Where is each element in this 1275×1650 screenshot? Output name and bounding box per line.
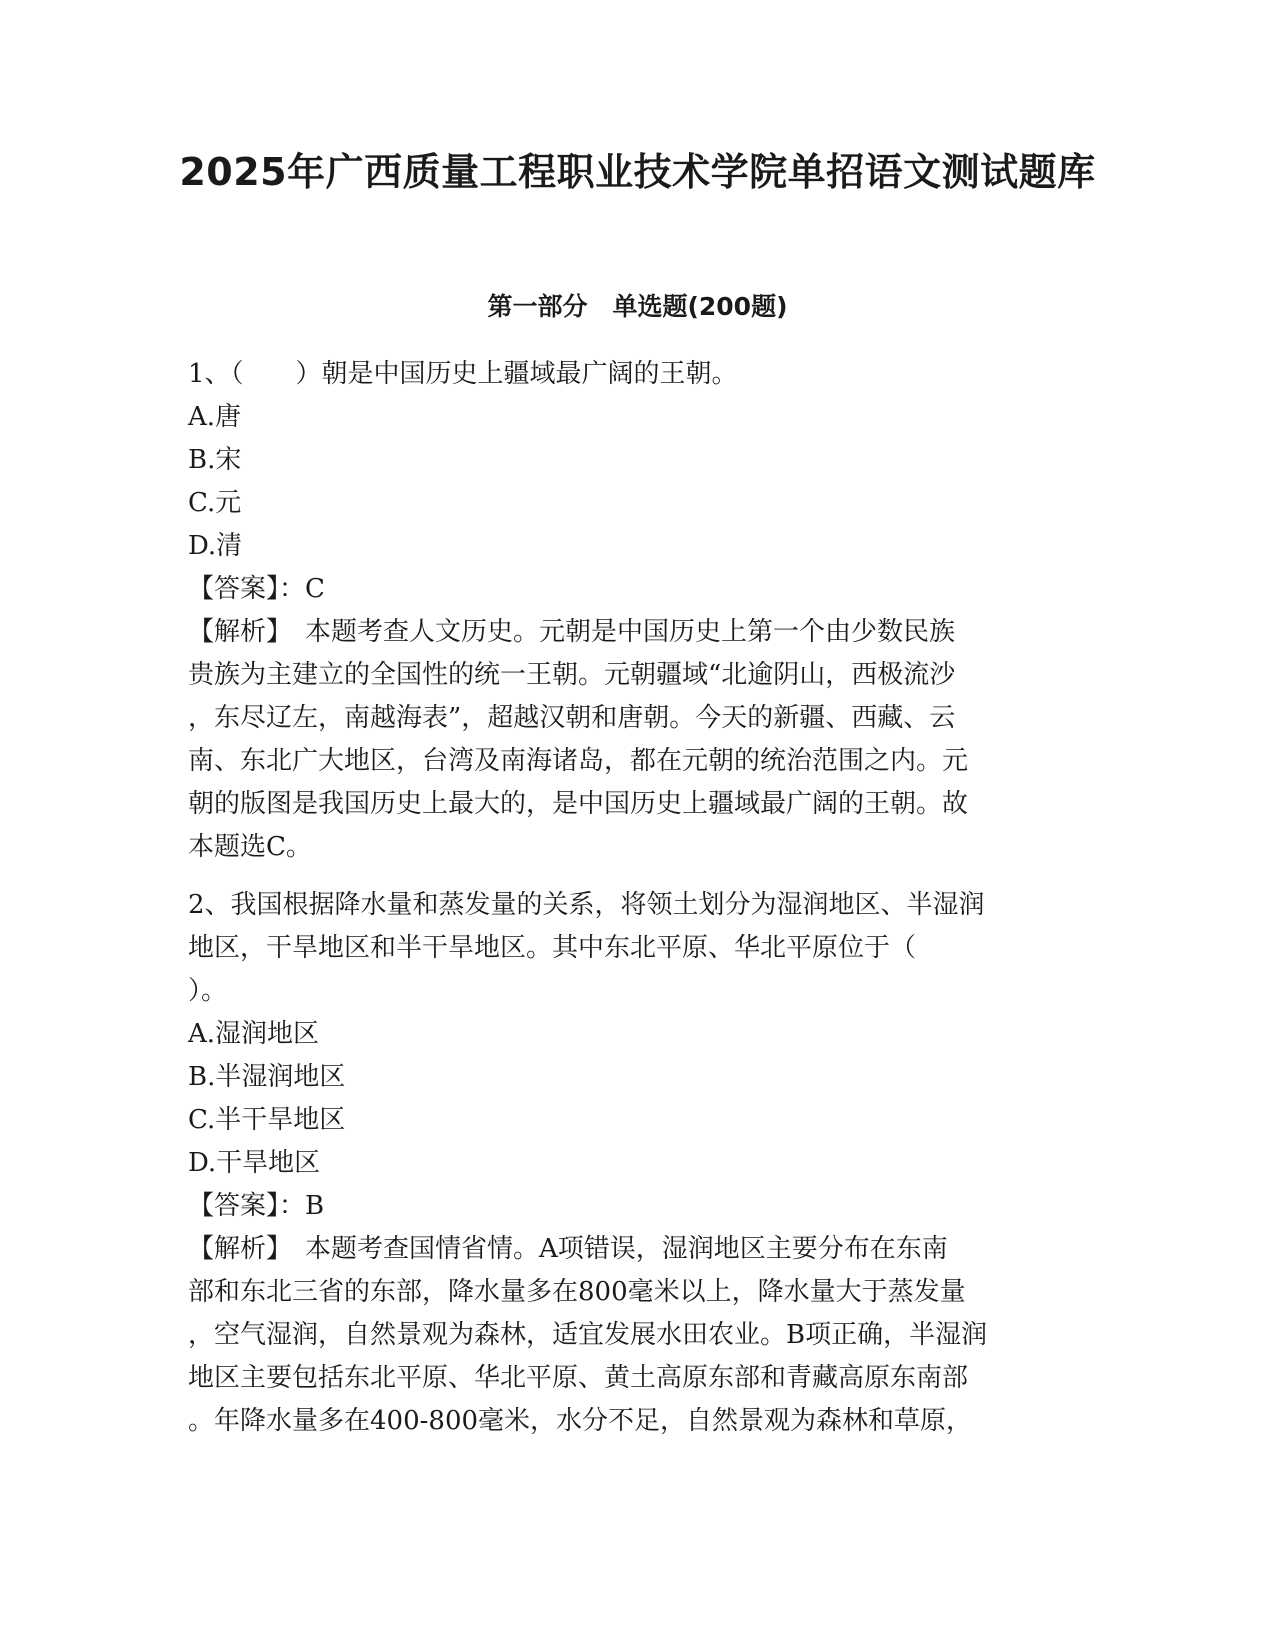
analysis-line: 贵族为主建立的全国性的统一王朝。元朝疆域“北逾阴山，西极流沙 bbox=[188, 660, 956, 690]
analysis-line: ，东尽辽左，南越海表”，超越汉朝和唐朝。今天的新疆、西藏、云 bbox=[188, 703, 956, 733]
option-b: B.宋 bbox=[188, 445, 242, 475]
option-b: B.半湿润地区 bbox=[188, 1062, 346, 1092]
question-stem: 1、（ ）朝是中国历史上疆域最广阔的王朝。 bbox=[188, 359, 738, 389]
analysis-line: ，空气湿润，自然景观为森林，适宜发展水田农业。B项正确，半湿润 bbox=[188, 1320, 988, 1350]
option-a: A.唐 bbox=[188, 402, 242, 432]
option-c: C.元 bbox=[188, 488, 242, 518]
option-c: C.半干旱地区 bbox=[188, 1105, 346, 1135]
option-a: A.湿润地区 bbox=[188, 1019, 320, 1049]
analysis-line: 部和东北三省的东部，降水量多在800毫米以上，降水量大于蒸发量 bbox=[188, 1277, 966, 1307]
analysis-line: 。年降水量多在400-800毫米，水分不足，自然景观为森林和草原， bbox=[188, 1406, 973, 1436]
document-title: 2025年广西质量工程职业技术学院单招语文测试题库 bbox=[179, 150, 1096, 194]
question-2 bbox=[188, 884, 1088, 1443]
question-list bbox=[188, 353, 1088, 1443]
question-stem: 地区，干旱地区和半干旱地区。其中东北平原、华北平原位于（ bbox=[188, 933, 917, 963]
section-title: 第一部分 单选题(200题) bbox=[487, 292, 788, 321]
analysis-line: 朝的版图是我国历史上最大的，是中国历史上疆域最广阔的王朝。故 bbox=[188, 789, 969, 819]
question-stem: 2、我国根据降水量和蒸发量的关系，将领土划分为湿润地区、半湿润 bbox=[188, 890, 985, 920]
question-stem: ）。 bbox=[188, 976, 228, 1006]
answer: 【答案】：B bbox=[188, 1191, 325, 1221]
analysis-line: 南、东北广大地区，台湾及南海诸岛，都在元朝的统治范围之内。元 bbox=[188, 746, 969, 776]
answer: 【答案】：C bbox=[188, 574, 325, 604]
analysis-line: 【解析】 本题考查人文历史。元朝是中国历史上第一个由少数民族 bbox=[188, 617, 956, 647]
analysis-line: 本题选C。 bbox=[188, 832, 312, 862]
option-d: D.清 bbox=[188, 531, 243, 561]
analysis-line: 【解析】 本题考查国情省情。A项错误，湿润地区主要分布在东南 bbox=[188, 1234, 948, 1264]
question-1 bbox=[188, 353, 1088, 869]
option-d: D.干旱地区 bbox=[188, 1148, 321, 1178]
analysis-line: 地区主要包括东北平原、华北平原、黄土高原东部和青藏高原东南部 bbox=[188, 1363, 969, 1393]
